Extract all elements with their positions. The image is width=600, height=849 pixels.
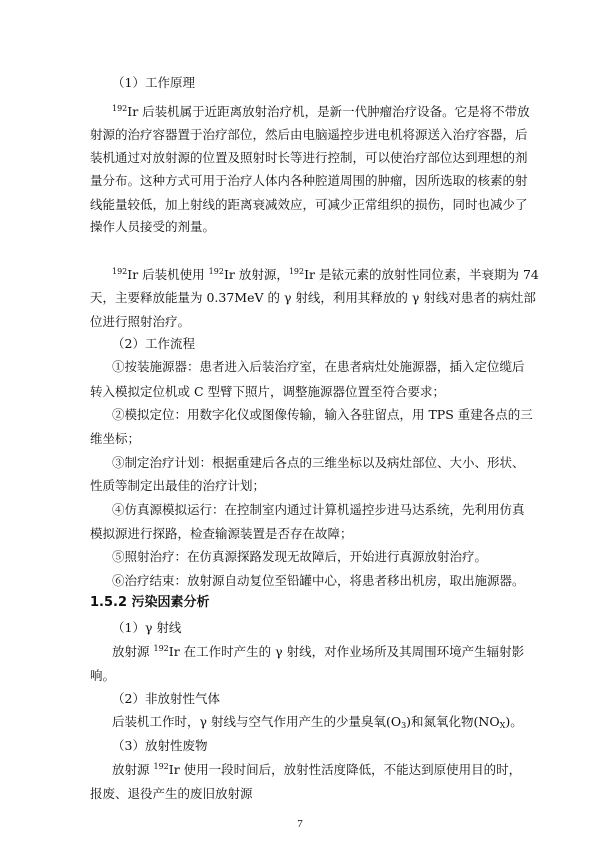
page-number: 7	[297, 818, 303, 830]
paragraph-line	[112, 713, 552, 731]
text-span: Ir 使用一段时间后，放射性活度降低，不能达到原使用目的时，	[168, 762, 522, 777]
step-line: 转入模拟定位机或 C 型臂下照片，调整施源器位置至符合要求；	[90, 384, 446, 399]
step-line: 模拟源进行探路，检查输源装置是否存在故障；	[90, 526, 353, 541]
superscript: 192	[288, 267, 305, 276]
principle-heading: （1）工作原理	[112, 75, 195, 90]
text-span: )。	[505, 714, 523, 729]
step-line: ②模拟定位：用数字化仪或图像传输，输入各驻留点，用 TPS 重建各点的三	[112, 407, 533, 422]
paragraph-line: 响。	[90, 668, 116, 683]
text-span: Ir 在工作时产生的 γ 射线，对作业场所及其周围环境产生辐射影	[168, 644, 525, 659]
superscript: 192	[153, 762, 169, 771]
text-span: )和氮氧化物(NO	[406, 714, 500, 729]
step-line: ④仿真源模拟运行：在控制室内通过计算机遥控步进马达系统，先利用仿真	[112, 502, 525, 517]
step-line: 性质等制定出最佳的治疗计划；	[90, 478, 266, 493]
step-line: ⑤照射治疗：在仿真源探路发现无故障后，开始进行真源放射治疗。	[112, 549, 488, 564]
text-span: Ir 后装机属于近距离放射治疗机，是新一代肿瘤治疗设备。它是将不带放	[127, 104, 530, 119]
text-span: 放射源	[112, 644, 154, 659]
paragraph-line: 位进行照射治疗。	[90, 314, 191, 329]
superscript: 192	[112, 267, 128, 276]
text-span: 放射源	[112, 762, 154, 777]
paragraph-line: 报废、退役产生的废旧放射源	[90, 786, 253, 801]
text-span: Ir 放射源，	[223, 267, 289, 282]
superscript: 192	[153, 644, 169, 653]
subscript: 3	[401, 721, 407, 730]
paragraph-line: 线能量较低，加上射线的距离衰减效应，可减少正常组织的损伤，同时也减少了	[90, 197, 528, 212]
flow-heading: （2）工作流程	[112, 336, 195, 351]
waste-heading: （3）放射性废物	[112, 738, 208, 753]
text-span: 后装机工作时，γ 射线与空气作用产生的少量臭氧(O	[112, 714, 402, 729]
superscript: 192	[112, 104, 128, 113]
paragraph-line: 射源的治疗容器置于治疗部位，然后由电脑遥控步进电机将源送入治疗容器，后	[90, 127, 528, 142]
paragraph-line: 装机通过对放射源的位置及照射时长等进行控制，可以使治疗部位达到理想的剂	[90, 150, 528, 165]
gas-heading: （2）非放射性气体	[112, 691, 220, 706]
step-line: ③制定治疗计划：根据重建后各点的三维坐标以及病灶部位、大小、形状、	[112, 455, 525, 470]
text-span: Ir 后装机使用	[127, 267, 209, 282]
superscript: 192	[208, 267, 224, 276]
paragraph-line: 量分布。这种方式可用于治疗人体内各种腔道周围的肿瘤，因所选取的核素的射	[90, 173, 528, 188]
gamma-heading: （1）γ 射线	[112, 620, 182, 635]
text-span: Ir 是铱元素的放射性同位素，半衰期为 74	[304, 267, 539, 282]
paragraph-line	[112, 761, 552, 779]
paragraph-line	[112, 103, 552, 121]
paragraph-line: 天，主要释放能量为 0.37MeV 的 γ 射线，利用其释放的 γ 射线对患者的病灶部	[90, 290, 536, 305]
step-line: 维坐标；	[90, 431, 141, 446]
paragraph-line: 操作人员接受的剂量。	[90, 219, 216, 234]
paragraph-line	[112, 266, 552, 284]
step-line: ①按装施源器：患者进入后装治疗室，在患者病灶处施源器，插入定位缆后	[112, 359, 525, 374]
paragraph-line	[112, 643, 552, 661]
subscript: X	[499, 721, 506, 730]
section-heading-1-5-2: 1.5.2 污染因素分析	[90, 595, 210, 610]
step-line: ⑥治疗结束：放射源自动复位至铅罐中心，将患者移出机房，取出施源器。	[112, 573, 525, 588]
